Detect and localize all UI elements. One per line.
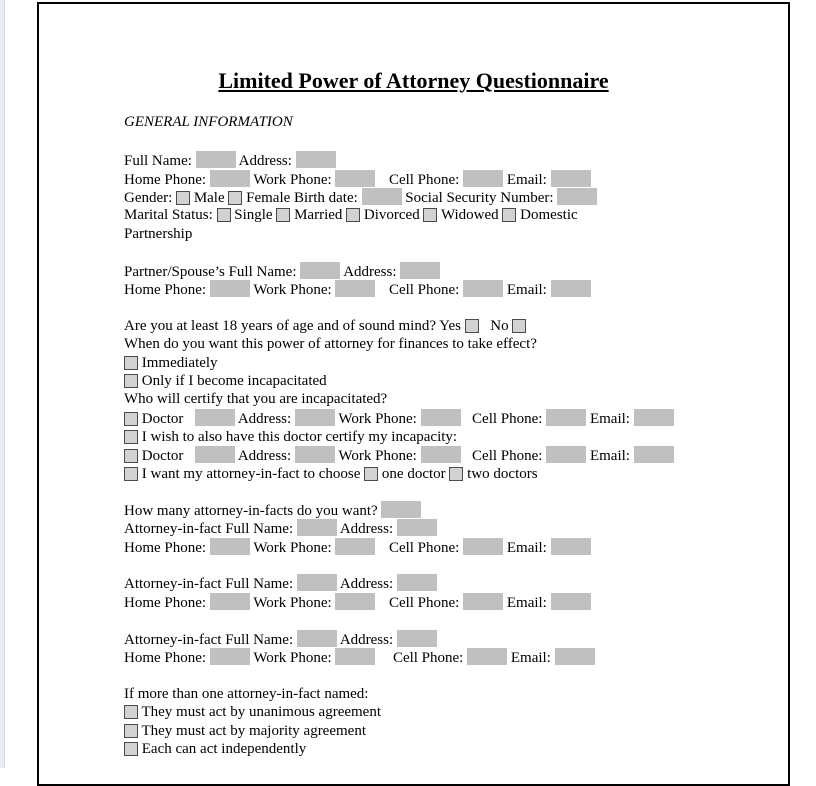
aif-2-address-field[interactable] <box>397 574 437 591</box>
doctor-2-email-field[interactable] <box>634 446 674 463</box>
label-partner-home-phone: Home Phone: <box>124 282 207 298</box>
row-doctor-1 <box>124 409 674 427</box>
label-doctor-2-email: Email: <box>589 448 630 464</box>
majority-checkbox[interactable] <box>124 724 138 738</box>
partner-name-field[interactable] <box>300 262 340 279</box>
label-aif-1-cell-phone: Cell Phone: <box>388 540 460 556</box>
label-immediately: Immediately <box>141 355 218 371</box>
when-question: When do you want this power of attorney for finances to take effect? <box>124 336 537 352</box>
label-doctor-2-cell-phone: Cell Phone: <box>472 448 543 464</box>
married-checkbox[interactable] <box>276 208 290 222</box>
label-aif-1-work-phone: Work Phone: <box>253 540 332 556</box>
label-partnership: Partnership <box>124 226 193 242</box>
label-partner-cell-phone: Cell Phone: <box>388 282 460 298</box>
female-checkbox[interactable] <box>228 191 242 205</box>
aif-3-home-phone-field[interactable] <box>210 648 250 665</box>
age-no-checkbox[interactable] <box>512 319 526 333</box>
label-divorced: Divorced <box>363 207 420 223</box>
immediately-checkbox[interactable] <box>124 356 138 370</box>
document-page <box>37 2 790 786</box>
row-doctor-2 <box>124 446 674 464</box>
label-address: Address: <box>238 153 292 169</box>
address-field[interactable] <box>296 151 336 168</box>
label-married: Married <box>294 207 343 223</box>
row-aif-2-phones <box>124 593 591 611</box>
label-work-phone: Work Phone: <box>253 172 332 188</box>
domestic-checkbox[interactable] <box>502 208 516 222</box>
label-aif-3-email: Email: <box>510 650 551 666</box>
label-one-doctor: one doctor <box>381 466 446 482</box>
aif-1-work-phone-field[interactable] <box>335 538 375 555</box>
label-home-phone: Home Phone: <box>124 172 207 188</box>
label-full-name: Full Name: <box>124 153 192 169</box>
row-age-question <box>124 317 526 335</box>
independent-checkbox[interactable] <box>124 742 138 756</box>
aif-3-name-field[interactable] <box>297 630 337 647</box>
label-doctor-1-cell-phone: Cell Phone: <box>472 411 543 427</box>
row-immediately <box>124 354 218 372</box>
doctor-2-checkbox[interactable] <box>124 449 138 463</box>
label-doctor-1: Doctor <box>141 411 184 427</box>
work-phone-field[interactable] <box>335 170 375 187</box>
doctor-1-work-phone-field[interactable] <box>421 409 461 426</box>
label-majority: They must act by majority agreement <box>141 723 366 739</box>
label-partner-email: Email: <box>506 282 547 298</box>
partner-address-field[interactable] <box>400 262 440 279</box>
widowed-checkbox[interactable] <box>423 208 437 222</box>
aif-3-cell-phone-field[interactable] <box>467 648 507 665</box>
unanimous-checkbox[interactable] <box>124 705 138 719</box>
label-aif-2-address: Address: <box>339 576 394 592</box>
who-question: Who will certify that you are incapacitated? <box>124 391 388 407</box>
row-aif-3-name <box>124 630 437 648</box>
label-doctor-1-work-phone: Work Phone: <box>338 411 417 427</box>
aif-2-cell-phone-field[interactable] <box>463 593 503 610</box>
label-email: Email: <box>506 172 547 188</box>
label-aif-2-home-phone: Home Phone: <box>124 595 207 611</box>
incapacitated-checkbox[interactable] <box>124 374 138 388</box>
partner-email-field[interactable] <box>551 280 591 297</box>
label-how-many: How many attorney-in-facts do you want? <box>124 503 378 519</box>
aif-3-work-phone-field[interactable] <box>335 648 375 665</box>
page-title: Limited Power of Attorney Questionnaire <box>218 68 609 93</box>
aif-2-email-field[interactable] <box>551 593 591 610</box>
row-choose-doctor <box>124 465 538 483</box>
label-aif-3-address: Address: <box>339 632 394 648</box>
row-incapacitated <box>124 372 327 390</box>
ssn-field[interactable] <box>557 188 597 205</box>
label-aif-3-name: Attorney-in-fact Full Name: <box>124 632 294 648</box>
one-doctor-checkbox[interactable] <box>364 467 378 481</box>
partner-work-phone-field[interactable] <box>335 280 375 297</box>
label-independent: Each can act independently <box>141 741 307 757</box>
aif-2-work-phone-field[interactable] <box>335 593 375 610</box>
choose-checkbox[interactable] <box>124 467 138 481</box>
label-partner-work-phone: Work Phone: <box>253 282 332 298</box>
row-aif-1-name <box>124 519 437 537</box>
label-aif-1-name: Attorney-in-fact Full Name: <box>124 521 294 537</box>
label-marital: Marital Status: <box>124 207 213 223</box>
label-aif-3-home-phone: Home Phone: <box>124 650 207 666</box>
label-single: Single <box>234 207 273 223</box>
cell-phone-field[interactable] <box>463 170 503 187</box>
age-question: Are you at least 18 years of age and of sound mind? Yes <box>124 318 462 334</box>
row-aif-2-name <box>124 574 437 592</box>
label-no: No <box>490 318 509 334</box>
row-how-many <box>124 501 421 519</box>
row-partner-name <box>124 262 440 280</box>
label-aif-2-work-phone: Work Phone: <box>253 595 332 611</box>
label-aif-3-work-phone: Work Phone: <box>253 650 332 666</box>
row-majority <box>124 722 366 740</box>
label-widowed: Widowed <box>440 207 499 223</box>
partner-cell-phone-field[interactable] <box>463 280 503 297</box>
label-ssn: Social Security Number: <box>405 190 554 206</box>
age-yes-checkbox[interactable] <box>465 319 479 333</box>
also-doctor-checkbox[interactable] <box>124 430 138 444</box>
doctor-1-name-field[interactable] <box>195 409 235 426</box>
doctor-1-email-field[interactable] <box>634 409 674 426</box>
label-partner-name: Partner/Spouse’s Full Name: <box>124 264 297 280</box>
two-doctors-checkbox[interactable] <box>449 467 463 481</box>
aif-2-name-field[interactable] <box>297 574 337 591</box>
label-female-birth: Female Birth date: <box>246 190 358 206</box>
label-aif-2-cell-phone: Cell Phone: <box>388 595 460 611</box>
label-doctor-1-address: Address: <box>237 411 292 427</box>
aif-1-name-field[interactable] <box>297 519 337 536</box>
row-marital <box>124 206 578 224</box>
label-unanimous: They must act by unanimous agreement <box>141 704 382 720</box>
row-phones <box>124 170 591 188</box>
male-checkbox[interactable] <box>176 191 190 205</box>
email-field[interactable] <box>551 170 591 187</box>
doctor-1-cell-phone-field[interactable] <box>546 409 586 426</box>
home-phone-field[interactable] <box>210 170 250 187</box>
doctor-1-checkbox[interactable] <box>124 412 138 426</box>
label-choose: I want my attorney-in-fact to choose <box>141 466 361 482</box>
divorced-checkbox[interactable] <box>346 208 360 222</box>
label-gender: Gender: <box>124 190 173 206</box>
label-also-doctor: I wish to also have this doctor certify my incapacity: <box>141 429 458 445</box>
label-aif-1-home-phone: Home Phone: <box>124 540 207 556</box>
row-aif-1-phones <box>124 538 591 556</box>
label-aif-1-address: Address: <box>339 521 394 537</box>
aif-3-address-field[interactable] <box>397 630 437 647</box>
aif-1-address-field[interactable] <box>397 519 437 536</box>
label-cell-phone: Cell Phone: <box>388 172 460 188</box>
partner-home-phone-field[interactable] <box>210 280 250 297</box>
aif-3-email-field[interactable] <box>555 648 595 665</box>
row-aif-3-phones <box>124 648 595 666</box>
label-doctor-1-email: Email: <box>589 411 630 427</box>
label-aif-3-cell-phone: Cell Phone: <box>392 650 464 666</box>
section-heading-general: GENERAL INFORMATION <box>124 114 293 130</box>
label-doctor-2-address: Address: <box>237 448 292 464</box>
row-full-name <box>124 151 336 169</box>
more-than-one-question: If more than one attorney-in-fact named: <box>124 686 369 702</box>
aif-1-cell-phone-field[interactable] <box>463 538 503 555</box>
full-name-field[interactable] <box>196 151 236 168</box>
aif-1-email-field[interactable] <box>551 538 591 555</box>
birth-date-field[interactable] <box>362 188 402 205</box>
row-gender <box>124 188 597 206</box>
row-also-doctor <box>124 428 457 446</box>
row-partner-phones <box>124 280 591 298</box>
row-independent <box>124 740 306 758</box>
aif-1-home-phone-field[interactable] <box>210 538 250 555</box>
label-aif-1-email: Email: <box>506 540 547 556</box>
how-many-field[interactable] <box>381 501 421 518</box>
label-partner-address: Address: <box>343 264 397 280</box>
doctor-2-work-phone-field[interactable] <box>421 446 461 463</box>
label-domestic: Domestic <box>520 207 578 223</box>
row-unanimous <box>124 703 381 721</box>
single-checkbox[interactable] <box>217 208 231 222</box>
label-aif-2-name: Attorney-in-fact Full Name: <box>124 576 294 592</box>
doctor-1-address-field[interactable] <box>295 409 335 426</box>
doctor-2-name-field[interactable] <box>195 446 235 463</box>
label-incapacitated: Only if I become incapacitated <box>141 373 327 389</box>
label-doctor-2-work-phone: Work Phone: <box>338 448 417 464</box>
doctor-2-address-field[interactable] <box>295 446 335 463</box>
doctor-2-cell-phone-field[interactable] <box>546 446 586 463</box>
label-aif-2-email: Email: <box>506 595 547 611</box>
label-male: Male <box>193 190 225 206</box>
window-left-edge <box>0 0 5 768</box>
aif-2-home-phone-field[interactable] <box>210 593 250 610</box>
label-two-doctors: two doctors <box>467 466 538 482</box>
label-doctor-2: Doctor <box>141 448 184 464</box>
